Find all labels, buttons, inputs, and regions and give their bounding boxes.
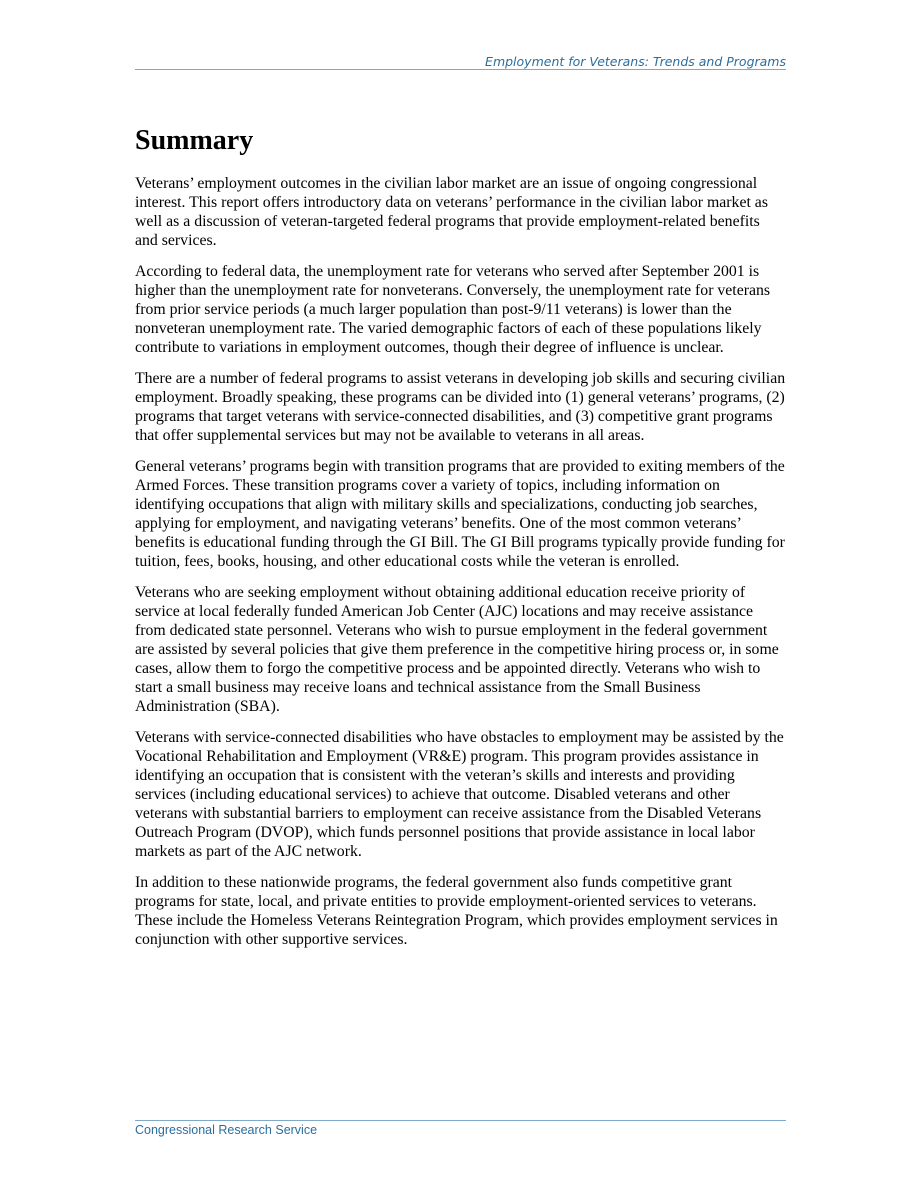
header-divider bbox=[135, 69, 786, 70]
footer-organization: Congressional Research Service bbox=[135, 1123, 318, 1137]
page-title: Summary bbox=[135, 125, 254, 156]
paragraph: General veterans’ programs begin with transition programs that are provided to exiting members of the Armed Forces. These transition programs cover a variety of topics, including information on identifying occupations that align with military skills and specializations, conducting job searches, applying for employment, and navigating veterans’ benefits. One of the most common veterans’ benefits is educational funding through the GI Bill. The GI Bill programs typically provide funding for tuition, fees, books, housing, and other educational costs while the veteran is enrolled. bbox=[135, 458, 785, 570]
summary-body bbox=[135, 174, 786, 961]
paragraph: In addition to these nationwide programs, the federal government also funds competitive grant programs for state, local, and private entities to provide employment-oriented services to veterans. These include the Homeless Veterans Reintegration Program, which provides employment services in conjunction with other supportive services. bbox=[135, 874, 778, 948]
paragraph: There are a number of federal programs to assist veterans in developing job skills and securing civilian employment. Broadly speaking, these programs can be divided into (1) general veterans’ programs, (2) programs that target veterans with service-connected disabilities, and (3) competitive grant programs that offer supplemental services but may not be available to veterans in all areas. bbox=[135, 370, 786, 444]
paragraph: Veterans’ employment outcomes in the civilian labor market are an issue of ongoing congressional interest. This report offers introductory data on veterans’ performance in the civilian labor market as well as a discussion of veteran-targeted federal programs that provide employment-related benefits and services. bbox=[135, 175, 768, 249]
paragraph: According to federal data, the unemployment rate for veterans who served after September 2001 is higher than the unemployment rate for nonveterans. Conversely, the unemployment rate for veterans from prior service periods (a much larger population than post-9/11 veterans) is lower than the nonveteran unemployment rate. The varied demographic factors of each of these populations likely contribute to variations in employment outcomes, though their degree of influence is unclear. bbox=[135, 263, 771, 356]
paragraph: Veterans who are seeking employment without obtaining additional education receive priority of service at local federally funded American Job Center (AJC) locations and may receive assistance from dedicated state personnel. Veterans who wish to pursue employment in the federal government are assisted by several policies that give them preference in the competitive hiring process or, in some cases, allow them to forgo the competitive process and be appointed directly. Veterans who wish to start a small business may receive loans and technical assistance from the Small Business Administration (SBA). bbox=[135, 584, 779, 715]
footer-divider bbox=[135, 1120, 786, 1121]
running-header: Employment for Veterans: Trends and Programs bbox=[485, 54, 786, 69]
paragraph: Veterans with service-connected disabilities who have obstacles to employment may be assisted by the Vocational Rehabilitation and Employment (VR&E) program. This program provides assistance in identifying an occupation that is consistent with the veteran’s skills and interests and providing services (including educational services) to achieve that outcome. Disabled veterans and other veterans with substantial barriers to employment can receive assistance from the Disabled Veterans Outreach Program (DVOP), which funds personnel positions that provide assistance in local labor markets as part of the AJC network. bbox=[135, 729, 784, 860]
